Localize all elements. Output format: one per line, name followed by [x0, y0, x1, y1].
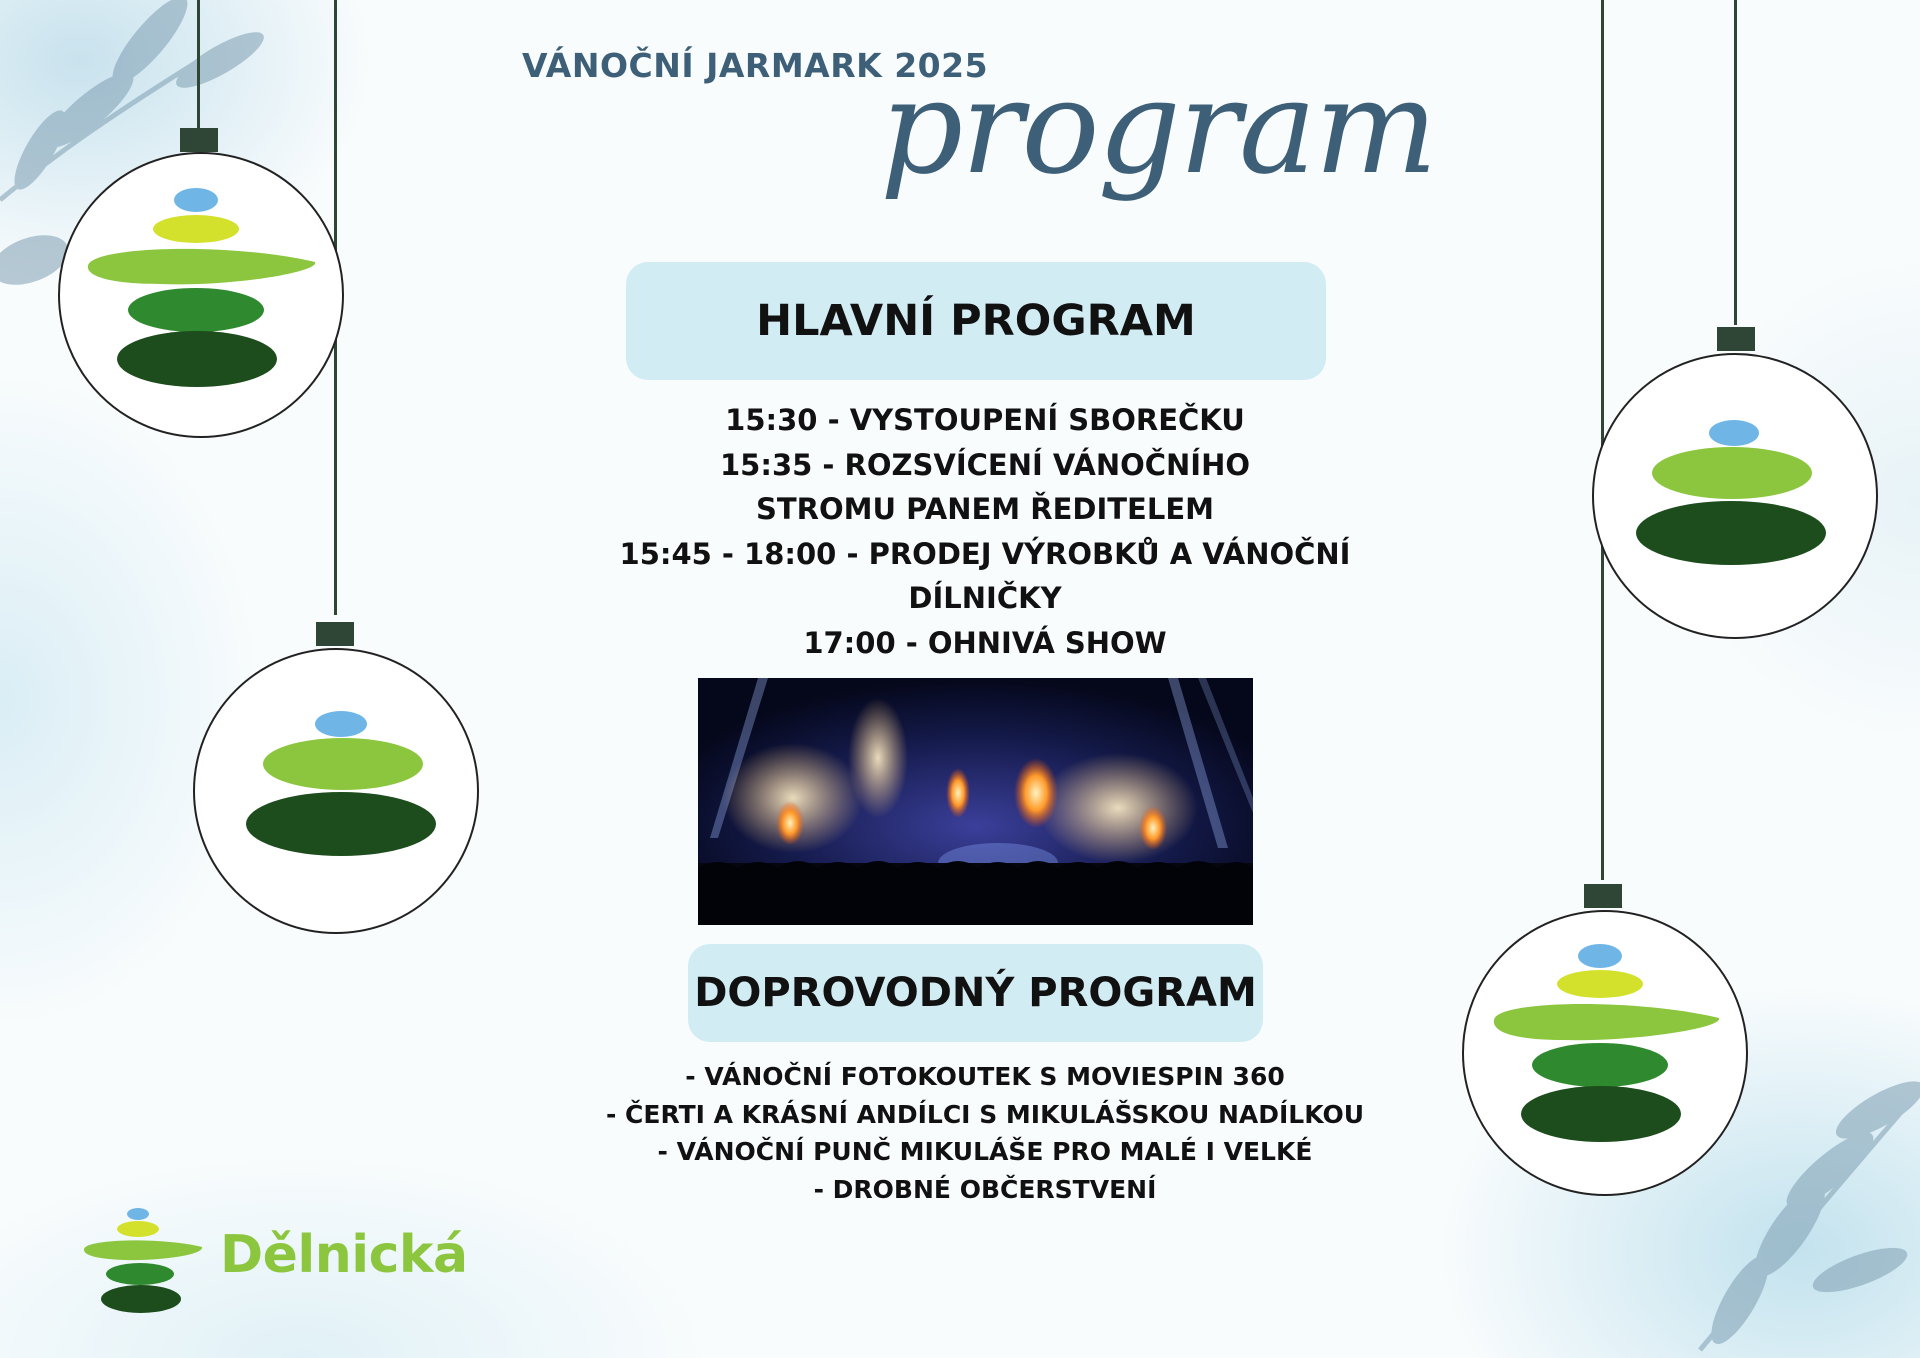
ornament-cap — [180, 128, 218, 152]
schedule-line: 15:30 - VYSTOUPENÍ SBOREČKU — [725, 403, 1245, 437]
schedule-line: STROMU PANEM ŘEDITELEM — [756, 492, 1214, 526]
list-item: - DROBNÉ OBČERSTVENÍ — [813, 1174, 1157, 1204]
main-program-heading: HLAVNÍ PROGRAM — [626, 262, 1326, 380]
stacked-stones-logo-icon — [80, 1205, 210, 1315]
stacked-stones-ornament-icon — [193, 648, 479, 934]
side-program-heading: DOPROVODNÝ PROGRAM — [688, 944, 1263, 1042]
event-subtitle: VÁNOČNÍ JARMARK 2025 — [522, 46, 989, 85]
schedule-line: 15:35 - ROZSVÍCENÍ VÁNOČNÍHO — [719, 447, 1251, 482]
list-item: - VÁNOČNÍ PUNČ MIKULÁŠE PRO MALÉ I VELKÉ — [657, 1137, 1313, 1166]
fire-show-photo — [698, 678, 1253, 925]
stacked-stones-ornament-icon — [1592, 353, 1878, 639]
main-program-schedule — [560, 398, 1410, 665]
page-title: program — [880, 51, 1436, 203]
ornament-string — [1734, 0, 1737, 325]
ornament-cap — [1584, 884, 1622, 908]
list-item: - ČERTI A KRÁSNÍ ANDÍLCI S MIKULÁŠSKOU NADÍLKOU — [605, 1099, 1365, 1129]
ornament-cap — [1717, 327, 1755, 351]
side-program-list — [520, 1058, 1450, 1208]
list-item: - VÁNOČNÍ FOTOKOUTEK S MOVIESPIN 360 — [685, 1062, 1285, 1091]
stacked-stones-ornament-icon — [1462, 910, 1748, 1196]
schedule-line: 15:45 - 18:00 - PRODEJ VÝROBKŮ A VÁNOČNÍ — [619, 536, 1351, 571]
stacked-stones-ornament-icon — [58, 152, 344, 438]
ornament-cap — [316, 622, 354, 646]
ornament-string — [197, 0, 200, 128]
schedule-line: 17:00 - OHNIVÁ SHOW — [803, 625, 1167, 660]
brand-logo — [80, 1205, 480, 1315]
brand-name: Dělnická — [220, 1225, 468, 1285]
schedule-line: DÍLNIČKY — [908, 581, 1062, 615]
